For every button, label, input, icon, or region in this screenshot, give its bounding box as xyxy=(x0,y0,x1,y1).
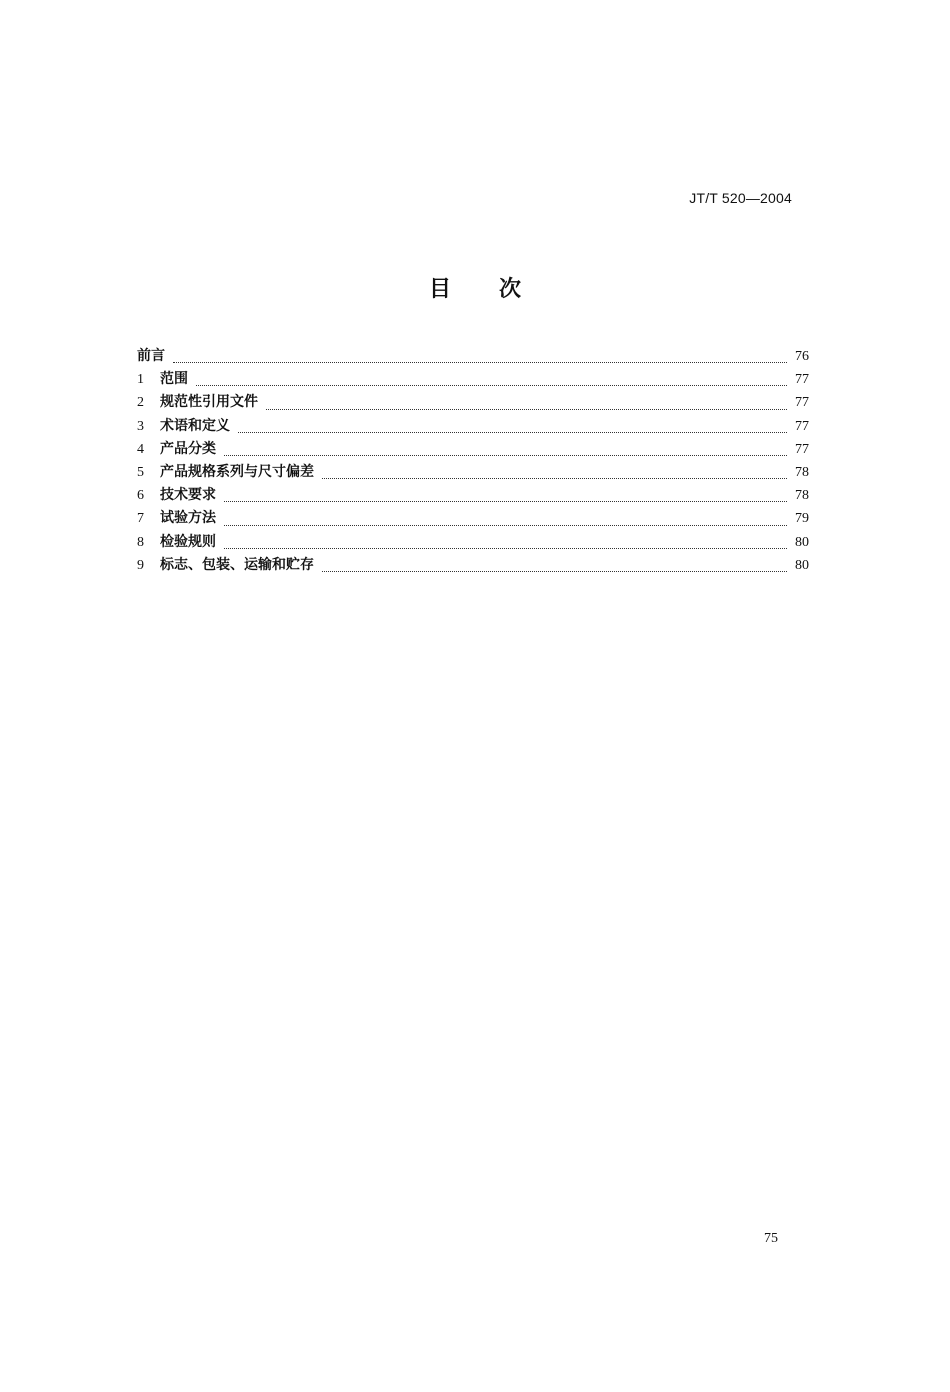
toc-entry-specifications[interactable] xyxy=(137,461,809,484)
toc-title: 目次 xyxy=(428,277,569,302)
toc-dot-leader xyxy=(322,477,787,479)
page-number: 75 xyxy=(764,1231,778,1246)
toc-entry-scope[interactable] xyxy=(137,368,809,391)
toc-entry-number: 9 xyxy=(137,557,144,573)
toc-entry-page: 80 xyxy=(795,534,809,550)
toc-entry-label: 术语和定义 xyxy=(160,417,230,434)
toc-entry-terms-definitions[interactable] xyxy=(137,415,809,438)
toc-entry-foreword[interactable] xyxy=(137,345,809,368)
toc-entry-label: 产品分类 xyxy=(160,440,216,457)
standard-code: JT/T 520—2004 xyxy=(689,190,792,206)
toc-dot-leader xyxy=(224,454,787,456)
toc-entry-number: 4 xyxy=(137,441,144,457)
toc-entry-page: 79 xyxy=(795,511,809,527)
toc-entry-page: 77 xyxy=(795,441,809,457)
toc-entry-classification[interactable] xyxy=(137,438,809,461)
toc-entry-page: 77 xyxy=(795,418,809,434)
toc-dot-leader xyxy=(173,361,787,363)
toc-entry-number: 1 xyxy=(137,372,144,388)
toc-entry-number: 8 xyxy=(137,534,144,550)
toc-entry-number: 6 xyxy=(137,488,144,504)
toc-entry-page: 77 xyxy=(795,372,809,388)
toc-entry-page: 80 xyxy=(795,557,809,573)
toc-dot-leader xyxy=(224,547,787,549)
toc-dot-leader xyxy=(224,500,787,502)
toc-dot-leader xyxy=(196,384,787,386)
toc-dot-leader xyxy=(224,524,787,526)
toc-entry-page: 78 xyxy=(795,488,809,504)
toc-entry-number: 7 xyxy=(137,511,144,527)
toc-entry-label: 技术要求 xyxy=(160,487,216,504)
toc-entry-label: 范围 xyxy=(160,371,188,388)
toc-entry-label: 试验方法 xyxy=(160,510,216,527)
toc-entry-label: 前言 xyxy=(137,348,165,364)
toc-entry-normative-references[interactable] xyxy=(137,391,809,414)
toc-dot-leader xyxy=(322,570,787,572)
toc-entry-page: 76 xyxy=(795,349,809,364)
toc-entry-number: 3 xyxy=(137,418,144,434)
toc-entry-number: 2 xyxy=(137,395,144,411)
toc-entry-label: 标志、包装、运输和贮存 xyxy=(160,556,314,573)
table-of-contents xyxy=(137,345,809,577)
toc-entry-number: 5 xyxy=(137,464,144,480)
toc-entry-marking-packaging[interactable] xyxy=(137,554,809,577)
toc-dot-leader xyxy=(238,431,787,433)
toc-dot-leader xyxy=(266,408,787,410)
toc-entry-label: 规范性引用文件 xyxy=(160,394,258,411)
toc-entry-requirements[interactable] xyxy=(137,484,809,507)
toc-entry-page: 78 xyxy=(795,464,809,480)
toc-entry-inspection-rules[interactable] xyxy=(137,531,809,554)
toc-entry-page: 77 xyxy=(795,395,809,411)
toc-entry-label: 检验规则 xyxy=(160,533,216,550)
toc-entry-label: 产品规格系列与尺寸偏差 xyxy=(160,463,314,480)
toc-entry-test-methods[interactable] xyxy=(137,507,809,530)
